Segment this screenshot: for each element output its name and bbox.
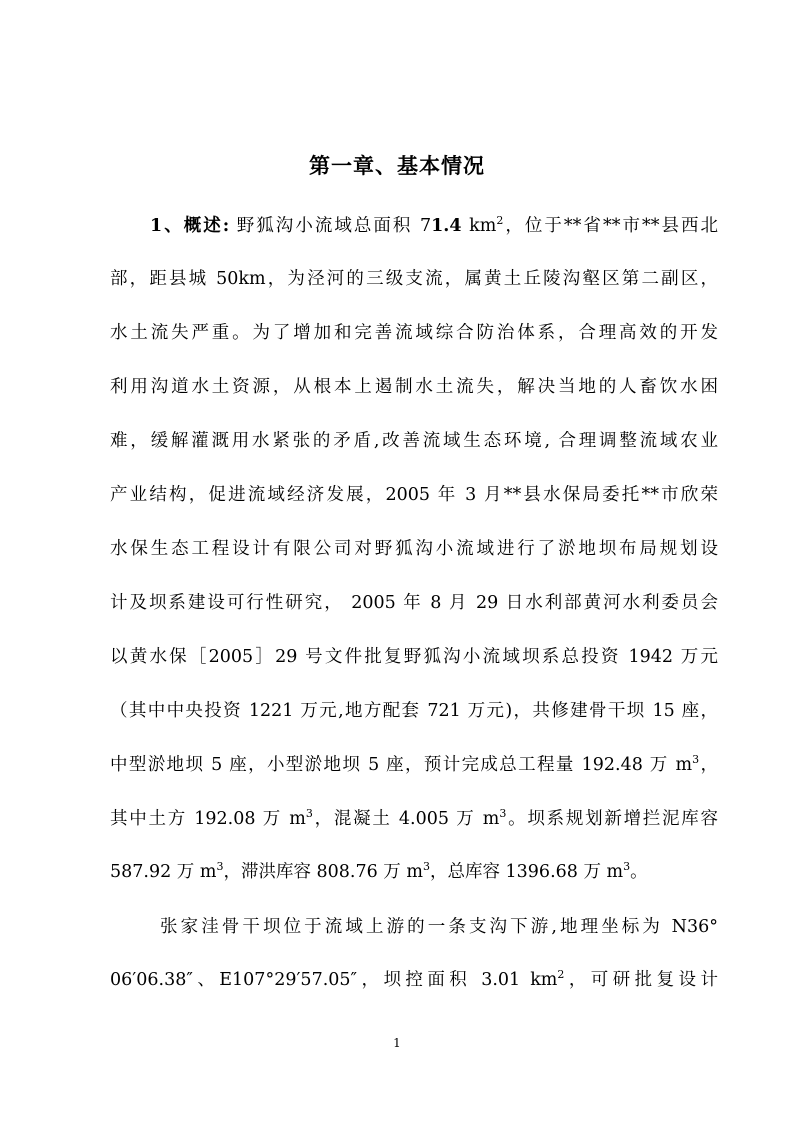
paragraph-line: 产业结构，促进流域经济发展，2005 年 3 月**县水保局委托**市欣荣 (110, 485, 718, 505)
paragraph-line (110, 857, 718, 887)
paragraph-line: 难，缓解灌溉用水紧张的矛盾,改善流域生态环境, 合理调整流域农业 (110, 431, 718, 451)
text-run: 中型淤地坝 5 座，小型淤地坝 5 座，预计完成总工程量 192.48 万 m (110, 755, 693, 775)
paragraph-line: 张家洼骨干坝位于流域上游的一条支沟下游,地理坐标为 N36° (160, 917, 718, 937)
superscript: 3 (692, 753, 700, 766)
superscript: 3 (422, 860, 430, 873)
superscript: 2 (496, 214, 504, 227)
text-run: 其中土方 192.08 万 m (110, 809, 306, 829)
superscript: 3 (499, 807, 507, 820)
text-run: 。 (630, 862, 648, 882)
text-run: 06′06.38″、E107°29′57.05″，坝控面积 3.01 km (110, 970, 558, 990)
text-run: ，位于**省**市**县西北 (503, 216, 718, 236)
superscript: 3 (216, 860, 224, 873)
paragraph-line (110, 965, 718, 995)
chapter-title: 第一章、基本情况 (309, 153, 485, 178)
paragraph-line: （其中中央投资 1221 万元,地方配套 721 万元)，共修建骨干坝 15 座， (110, 701, 718, 721)
superscript: 3 (623, 860, 631, 873)
text-run: ，总库容 1396.68 万 m (429, 862, 624, 882)
page-number: 1 (393, 1036, 401, 1050)
paragraph-line: 利用沟道水土资源，从根本上遏制水土流失，解决当地的人畜饮水困 (110, 377, 718, 397)
text-run: ，滞洪库容 808.76 万 m (223, 862, 423, 882)
text-run: ， (699, 755, 718, 775)
superscript: 2 (557, 968, 565, 981)
paragraph-line (110, 750, 718, 780)
paragraph-line: 水土流失严重。为了增加和完善流域综合防治体系，合理高效的开发 (110, 323, 718, 343)
paragraph-line: 计及坝系建设可行性研究， 2005 年 8 月 29 日水利部黄河水利委员会 (110, 593, 718, 613)
text-run: km (461, 216, 497, 236)
paragraph-line (150, 211, 718, 241)
text-run: 1.4 (431, 216, 462, 236)
text-run: 。坝系规划新增拦泥库容 (506, 809, 718, 829)
section-heading: 1、概述: (150, 216, 230, 236)
paragraph-line: 部，距县城 50km，为泾河的三级支流，属黄土丘陵沟壑区第二副区， (110, 269, 718, 289)
text-run: ，混凝土 4.005 万 m (312, 809, 500, 829)
superscript: 3 (305, 807, 313, 820)
paragraph-line (110, 804, 718, 834)
paragraph-line: 水保生态工程设计有限公司对野狐沟小流域进行了淤地坝布局规划设 (110, 539, 718, 559)
text-run: 野狐沟小流域总面积 7 (236, 216, 432, 236)
text-run: 587.92 万 m (110, 862, 217, 882)
paragraph-line: 以黄水保［2005］29 号文件批复野狐沟小流域坝系总投资 1942 万元 (110, 647, 718, 667)
text-run: ，可研批复设计 (564, 970, 718, 990)
